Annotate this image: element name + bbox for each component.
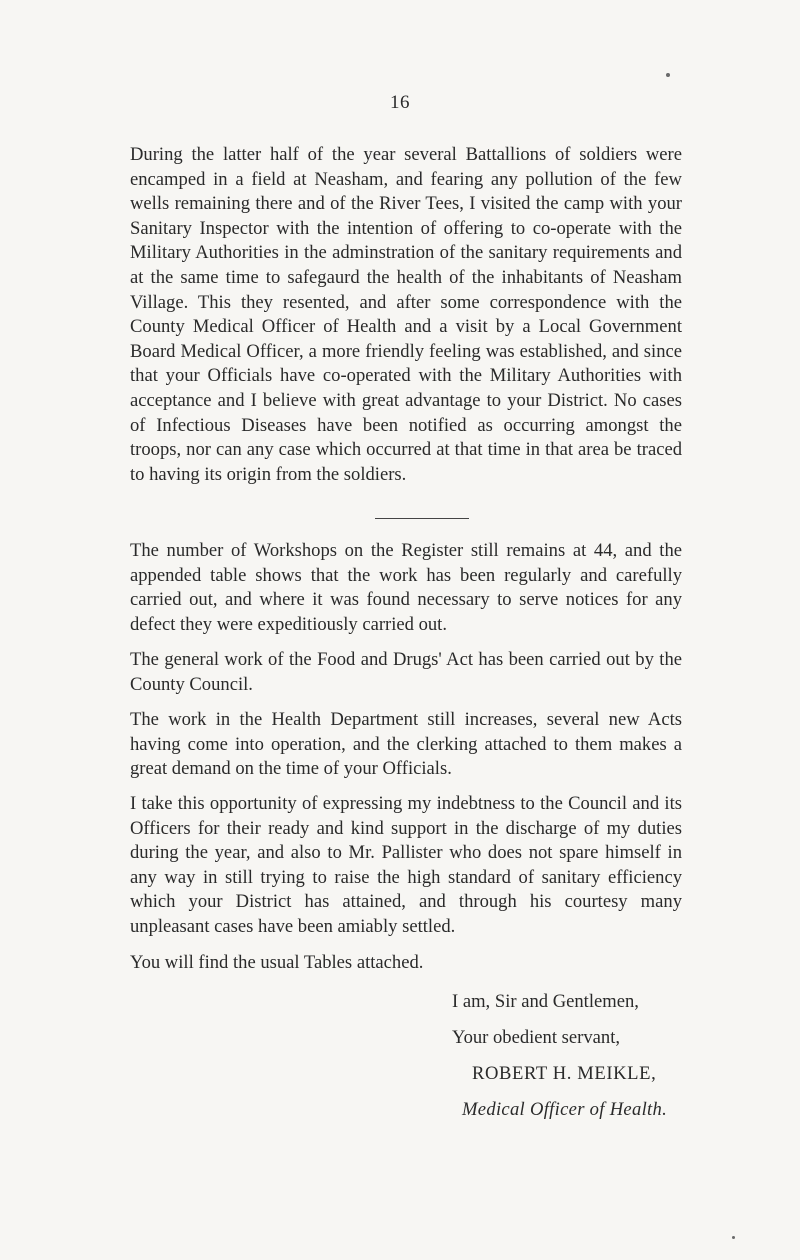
paragraph-workshops: The number of Workshops on the Register still remains at 44, and the appended table shows that the work has been regularly and carefully carried out, and where it was found necessary to serve notices for any defect they were expeditiously carried out. — [130, 540, 682, 635]
paper-speck — [666, 73, 670, 77]
closing-valediction: Your obedient servant, — [452, 1027, 621, 1048]
signatory-name: ROBERT H. MEIKLE, — [472, 1063, 657, 1084]
paragraph-health-department: The work in the Health Department still increases, several new Acts having come into operation, and the clerking attached to them makes a great demand on the time of your Officials. — [130, 709, 682, 780]
paragraph-tables-note: You will find the usual Tables attached. — [130, 952, 424, 973]
signatory-title: Medical Officer of Health. — [462, 1099, 668, 1120]
paragraph-food-drugs: The general work of the Food and Drugs' Act has been carried out by the County Council. — [130, 649, 682, 695]
section-divider — [375, 518, 469, 519]
closing-salutation: I am, Sir and Gentlemen, — [452, 991, 639, 1012]
page-number: 16 — [390, 92, 410, 113]
paragraph-acknowledgement: I take this opportunity of expressing my indebtness to the Council and its Officers for their ready and kind support in the discharge of my duties during the year, and also to Mr. Pallister who does not spare himself in any way in still trying to raise the high standard of sanitary efficiency which your District has attained, and through his courtesy many unpleasant cases have been amiably settled. — [130, 793, 682, 937]
paper-speck — [732, 1236, 735, 1239]
paragraph-battalions: During the latter half of the year several Battallions of soldiers were encamped in a field at Neasham, and fearing any pollution of the few wells remaining there and of the River Tees, I visited the camp with your Sanitary Inspector with the intention of offering to co-operate with the Military Authorities in the adminstration of the sanitary requirements and at the same time to safegaurd the health of the inhabitants of Neasham Village. This they resented, and after some correspondence with the County Medical Officer of Health and a visit by a Local Government Board Medical Officer, a more friendly feeling was established, and since that your Officials have co-operated with the Military Authorities with acceptance and I believe with great advantage to your District. No cases of Infectious Diseases have been notified as occurring amongst the troops, nor can any case which occurred at that time in that area be traced to having its origin from the soldiers. — [130, 144, 682, 485]
